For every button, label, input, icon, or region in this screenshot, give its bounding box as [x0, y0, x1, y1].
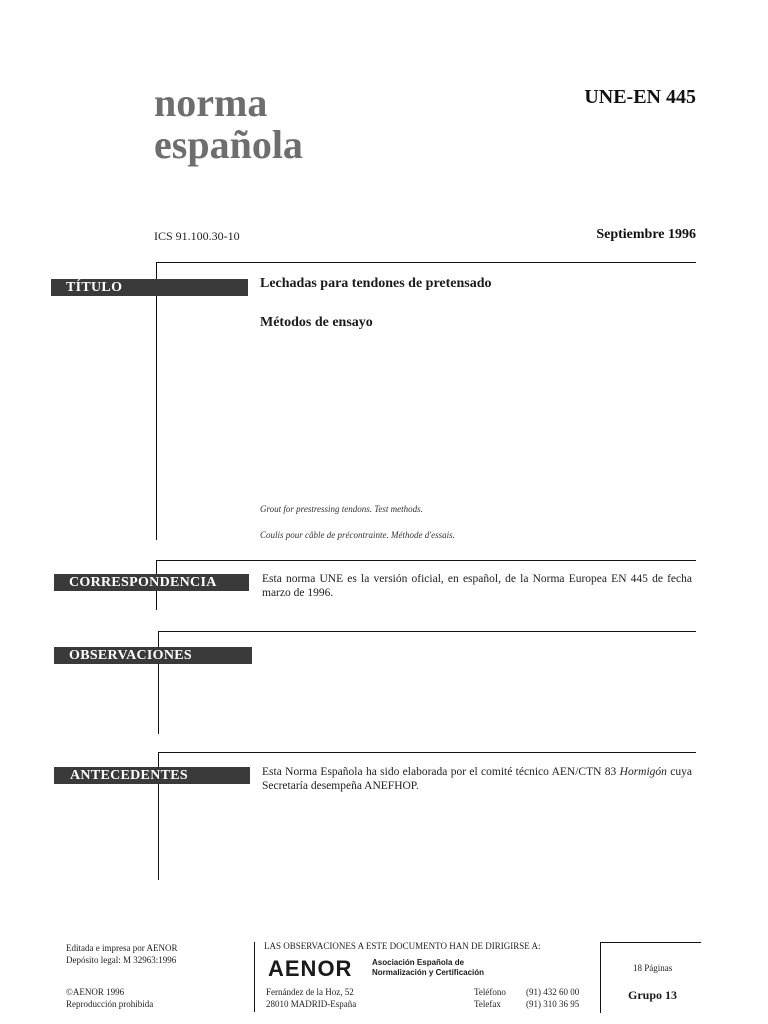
- organization-name-line-2: Normalización y Certificación: [372, 968, 485, 977]
- titulo-label: [51, 279, 248, 296]
- phone-label: Teléfono: [474, 987, 506, 997]
- title-english: Grout for prestressing tendons. Test methods.: [260, 504, 423, 514]
- correspondencia-divider: [156, 560, 696, 561]
- antecedentes-committee-name: Hormigón: [619, 766, 667, 778]
- fax-number: (91) 310 36 95: [526, 999, 580, 1009]
- copyright: ©AENOR 1996: [66, 987, 125, 997]
- organization-address: [266, 986, 356, 1010]
- price-group: Grupo 13: [628, 988, 678, 1002]
- edited-by: Editada e impresa por AENOR: [66, 943, 178, 953]
- titulo-divider: [156, 262, 696, 263]
- page-count: 18 Páginas: [633, 963, 673, 973]
- brand-line-2: española: [154, 122, 303, 167]
- antecedentes-label: [54, 767, 250, 784]
- standard-code: UNE-EN 445: [584, 86, 696, 108]
- address-city: 28010 MADRID-España: [266, 999, 357, 1009]
- titulo-label-text: TÍTULO: [66, 280, 123, 295]
- antecedentes-text-pre: Esta Norma Española ha sido elaborada por el comité técnico AEN/CTN 83: [262, 766, 617, 778]
- document-brand: [154, 82, 303, 166]
- reproduction-notice: Reproducción prohibida: [66, 999, 154, 1009]
- ics-code: ICS 91.100.30-10: [154, 229, 240, 243]
- contact-numbers: [526, 986, 579, 1010]
- brand-line-1: norma: [154, 80, 268, 125]
- address-street: Fernández de la Hoz, 52: [266, 987, 354, 997]
- observaciones-label: [54, 647, 252, 664]
- antecedentes-label-text: ANTECEDENTES: [70, 768, 188, 783]
- observaciones-divider: [158, 631, 696, 632]
- title-sub: Métodos de ensayo: [260, 315, 373, 330]
- fax-label: Telefax: [474, 999, 501, 1009]
- phone-number: (91) 432 60 00: [526, 987, 580, 997]
- organization-name: [372, 958, 484, 978]
- correspondencia-label: [54, 574, 249, 591]
- antecedentes-text: [262, 765, 692, 793]
- organization-name-line-1: Asociación Española de: [372, 958, 465, 967]
- titulo-vertical-rule: [156, 262, 157, 540]
- observations-address-heading: LAS OBSERVACIONES A ESTE DOCUMENTO HAN DE DIRIGIRSE A:: [264, 941, 541, 951]
- antecedentes-text-post: cuya Secretaría desempeña ANEFHOP.: [262, 766, 692, 792]
- copyright-info: [66, 986, 153, 1010]
- title-french: Coulis pour câble de précontrainte. Méthode d'essais.: [260, 530, 455, 540]
- contact-labels: [474, 986, 506, 1010]
- legal-deposit: Depósito legal: M 32963:1996: [66, 955, 177, 965]
- publication-date: Septiembre 1996: [596, 227, 696, 242]
- footer-vertical-rule: [254, 942, 255, 1012]
- title-main: Lechadas para tendones de pretensado: [260, 276, 492, 291]
- antecedentes-divider: [158, 752, 696, 753]
- correspondencia-label-text: CORRESPONDENCIA: [69, 575, 217, 590]
- edition-info: [66, 942, 177, 966]
- observaciones-label-text: OBSERVACIONES: [69, 648, 192, 663]
- correspondencia-text: Esta norma UNE es la versión oficial, en español, de la Norma Europea EN 445 de fecha marzo de 1996.: [262, 573, 692, 599]
- aenor-logo: AENOR: [268, 956, 353, 981]
